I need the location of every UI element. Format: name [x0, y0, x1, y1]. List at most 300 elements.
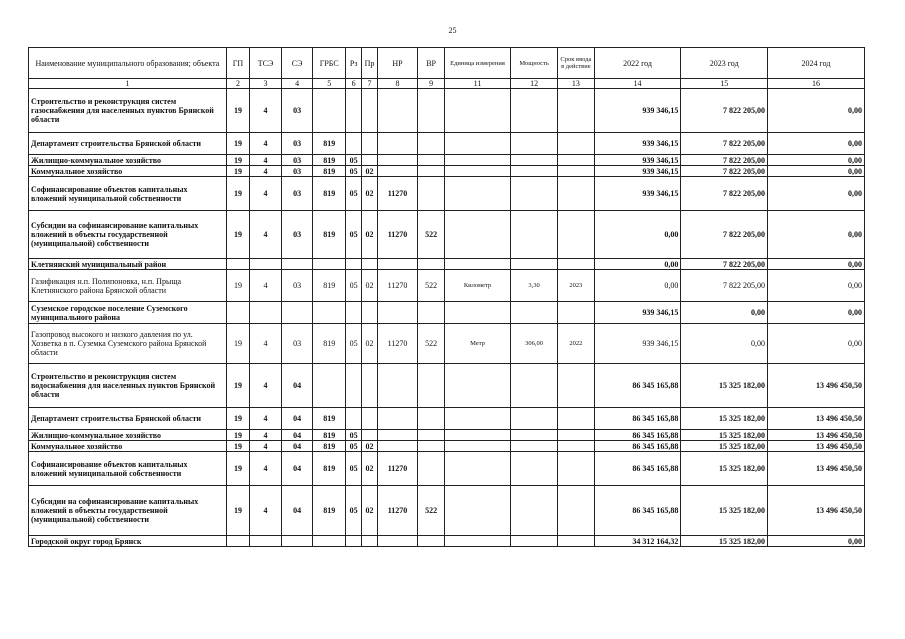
table-cell: 19 — [226, 452, 249, 486]
table-cell: 819 — [313, 324, 346, 364]
table-cell — [558, 177, 595, 211]
table-cell: 05 — [346, 486, 362, 536]
table-cell: 819 — [313, 211, 346, 259]
table-cell: 03 — [281, 177, 313, 211]
column-number-row — [29, 79, 865, 89]
table-cell: 34 312 164,32 — [594, 536, 681, 547]
table-cell: 19 — [226, 324, 249, 364]
table-cell: 19 — [226, 408, 249, 430]
table-cell — [346, 259, 362, 270]
table-cell: 0,00 — [681, 324, 768, 364]
table-cell — [511, 259, 558, 270]
header-row — [29, 48, 865, 79]
column-number: 3 — [250, 79, 282, 89]
table-row — [29, 430, 865, 441]
table-cell: 11270 — [377, 270, 418, 302]
table-cell: 0,00 — [768, 536, 865, 547]
table-cell: 04 — [281, 364, 313, 408]
column-number: 9 — [418, 79, 445, 89]
table-cell: 522 — [418, 324, 445, 364]
table-row — [29, 364, 865, 408]
table-cell — [281, 302, 313, 324]
table-cell: 02 — [362, 324, 377, 364]
table-cell: 15 325 182,00 — [681, 536, 768, 547]
table-cell — [511, 430, 558, 441]
table-cell: 2023 — [558, 270, 595, 302]
table-cell: 4 — [250, 441, 282, 452]
table-cell — [418, 302, 445, 324]
row-name-cell: Клетнянский муниципальный район — [29, 259, 227, 270]
table-cell: 939 346,15 — [594, 133, 681, 155]
table-cell: 02 — [362, 211, 377, 259]
table-cell: 4 — [250, 486, 282, 536]
table-cell — [418, 259, 445, 270]
table-cell: 0,00 — [768, 89, 865, 133]
table-cell: 19 — [226, 177, 249, 211]
column-header: ТСЭ — [250, 48, 282, 79]
table-row — [29, 89, 865, 133]
table-cell: 11270 — [377, 177, 418, 211]
table-cell — [377, 89, 418, 133]
table-cell: 86 345 165,88 — [594, 408, 681, 430]
table-cell: 0,00 — [768, 302, 865, 324]
table-cell: 19 — [226, 364, 249, 408]
table-row — [29, 211, 865, 259]
table-cell: 0,00 — [768, 155, 865, 166]
table-cell: 19 — [226, 89, 249, 133]
table-cell — [418, 430, 445, 441]
column-number: 14 — [594, 79, 681, 89]
row-name-cell: Коммунальное хозяйство — [29, 441, 227, 452]
table-cell — [250, 536, 282, 547]
table-cell: 13 496 450,50 — [768, 408, 865, 430]
table-cell: 13 496 450,50 — [768, 430, 865, 441]
table-cell — [558, 408, 595, 430]
column-header: СЭ — [281, 48, 313, 79]
table-cell — [511, 89, 558, 133]
table-cell — [346, 89, 362, 133]
table-cell: 03 — [281, 166, 313, 177]
table-cell: 04 — [281, 452, 313, 486]
table-cell: 7 822 205,00 — [681, 133, 768, 155]
table-cell: 819 — [313, 166, 346, 177]
table-cell: 13 496 450,50 — [768, 441, 865, 452]
table-cell — [511, 211, 558, 259]
table-row — [29, 324, 865, 364]
table-cell — [444, 177, 510, 211]
table-cell: 4 — [250, 166, 282, 177]
table-cell: 05 — [346, 166, 362, 177]
table-cell: 522 — [418, 270, 445, 302]
table-cell: 819 — [313, 430, 346, 441]
table-cell: 7 822 205,00 — [681, 259, 768, 270]
table-cell — [377, 259, 418, 270]
table-cell — [313, 302, 346, 324]
table-cell: 0,00 — [768, 133, 865, 155]
table-cell — [418, 364, 445, 408]
table-cell — [418, 536, 445, 547]
table-cell: 0,00 — [768, 259, 865, 270]
table-cell — [558, 441, 595, 452]
table-cell — [444, 486, 510, 536]
table-cell: 7 822 205,00 — [681, 166, 768, 177]
table-cell: 86 345 165,88 — [594, 364, 681, 408]
column-number: 12 — [511, 79, 558, 89]
table-cell: 15 325 182,00 — [681, 430, 768, 441]
table-cell — [444, 155, 510, 166]
table-cell — [511, 302, 558, 324]
column-header: 2024 год — [768, 48, 865, 79]
table-cell: 86 345 165,88 — [594, 452, 681, 486]
column-number: 7 — [362, 79, 377, 89]
table-cell: 02 — [362, 166, 377, 177]
table-cell — [558, 430, 595, 441]
table-cell — [226, 259, 249, 270]
table-cell — [418, 89, 445, 133]
table-cell — [377, 364, 418, 408]
table-cell — [511, 155, 558, 166]
column-header: ГП — [226, 48, 249, 79]
table-cell: 4 — [250, 452, 282, 486]
column-number: 13 — [558, 79, 595, 89]
table-row — [29, 177, 865, 211]
table-cell — [444, 211, 510, 259]
table-cell — [444, 536, 510, 547]
table-cell: 4 — [250, 211, 282, 259]
table-cell — [418, 133, 445, 155]
table-cell — [281, 259, 313, 270]
table-cell: 7 822 205,00 — [681, 89, 768, 133]
table-cell: 05 — [346, 155, 362, 166]
table-cell: 819 — [313, 270, 346, 302]
table-cell: 15 325 182,00 — [681, 452, 768, 486]
table-cell: 4 — [250, 430, 282, 441]
column-header: ГРБС — [313, 48, 346, 79]
column-number: 4 — [281, 79, 313, 89]
table-cell — [444, 259, 510, 270]
table-cell: 13 496 450,50 — [768, 364, 865, 408]
table-cell: 939 346,15 — [594, 177, 681, 211]
table-cell — [346, 536, 362, 547]
table-cell — [346, 408, 362, 430]
table-cell — [511, 364, 558, 408]
table-cell: 11270 — [377, 486, 418, 536]
table-cell: 819 — [313, 155, 346, 166]
table-cell — [558, 452, 595, 486]
table-cell — [511, 133, 558, 155]
table-cell: 0,00 — [594, 211, 681, 259]
row-name-cell: Городской округ город Брянск — [29, 536, 227, 547]
table-cell: 819 — [313, 177, 346, 211]
table-cell — [226, 302, 249, 324]
table-cell: 819 — [313, 133, 346, 155]
table-cell: 05 — [346, 177, 362, 211]
table-cell: 03 — [281, 155, 313, 166]
table-cell: 4 — [250, 364, 282, 408]
table-cell — [558, 486, 595, 536]
table-cell: 03 — [281, 324, 313, 364]
table-row — [29, 302, 865, 324]
table-cell: 02 — [362, 177, 377, 211]
column-header: Единица измерения — [444, 48, 510, 79]
page-number: 25 — [448, 26, 457, 35]
table-cell: 819 — [313, 408, 346, 430]
table-cell — [377, 408, 418, 430]
table-row — [29, 536, 865, 547]
table-cell: 939 346,15 — [594, 166, 681, 177]
table-cell: 3,30 — [511, 270, 558, 302]
row-name-cell: Суземское городское поселение Суземского муниципального района — [29, 302, 227, 324]
column-header: Рз — [346, 48, 362, 79]
table-cell: 0,00 — [768, 270, 865, 302]
table-cell: 04 — [281, 408, 313, 430]
table-cell — [377, 536, 418, 547]
table-cell: 939 346,15 — [594, 324, 681, 364]
table-cell — [377, 441, 418, 452]
budget-table — [28, 47, 865, 547]
table-cell: 0,00 — [768, 324, 865, 364]
row-name-cell: Строительство и реконструкция систем водоснабжения для населенных пунктов Брянской области — [29, 364, 227, 408]
table-cell: 05 — [346, 430, 362, 441]
table-cell: 819 — [313, 486, 346, 536]
table-cell: 11270 — [377, 324, 418, 364]
column-number: 11 — [444, 79, 510, 89]
table-cell: 7 822 205,00 — [681, 270, 768, 302]
table-cell: 19 — [226, 486, 249, 536]
table-cell — [558, 536, 595, 547]
table-cell: 0,00 — [768, 166, 865, 177]
table-cell: 11270 — [377, 211, 418, 259]
table-cell: 15 325 182,00 — [681, 408, 768, 430]
row-name-cell: Жилищно-коммунальное хозяйство — [29, 155, 227, 166]
table-cell: 0,00 — [681, 302, 768, 324]
table-cell — [313, 89, 346, 133]
table-cell: 05 — [346, 324, 362, 364]
table-cell: 15 325 182,00 — [681, 486, 768, 536]
table-cell — [362, 259, 377, 270]
table-cell: 4 — [250, 408, 282, 430]
table-cell: 2022 — [558, 324, 595, 364]
table-body — [29, 89, 865, 547]
table-cell — [558, 259, 595, 270]
table-cell: 819 — [313, 441, 346, 452]
row-name-cell: Субсидии на софинансирование капитальных вложений в объекты государственной (муниципальной) собственности — [29, 486, 227, 536]
table-cell — [444, 302, 510, 324]
column-header: ВР — [418, 48, 445, 79]
table-cell — [362, 133, 377, 155]
table-cell — [558, 364, 595, 408]
table-cell — [444, 89, 510, 133]
table-cell — [418, 155, 445, 166]
table-cell: 15 325 182,00 — [681, 441, 768, 452]
table-cell — [511, 452, 558, 486]
table-row — [29, 155, 865, 166]
table-cell: Метр — [444, 324, 510, 364]
table-row — [29, 270, 865, 302]
table-row — [29, 259, 865, 270]
column-number: 15 — [681, 79, 768, 89]
table-cell — [250, 302, 282, 324]
table-cell: 02 — [362, 486, 377, 536]
table-cell: 02 — [362, 270, 377, 302]
table-cell — [511, 536, 558, 547]
table-cell: 04 — [281, 430, 313, 441]
column-number: 1 — [29, 79, 227, 89]
table-cell: 19 — [226, 133, 249, 155]
table-cell: 0,00 — [594, 259, 681, 270]
table-cell: 7 822 205,00 — [681, 155, 768, 166]
table-cell — [250, 259, 282, 270]
table-cell — [313, 259, 346, 270]
table-cell — [418, 166, 445, 177]
table-cell — [313, 536, 346, 547]
table-cell: 03 — [281, 270, 313, 302]
table-cell: 19 — [226, 155, 249, 166]
table-cell: 02 — [362, 452, 377, 486]
row-name-cell: Жилищно-коммунальное хозяйство — [29, 430, 227, 441]
table-cell — [377, 166, 418, 177]
table-cell: 4 — [250, 324, 282, 364]
column-number: 2 — [226, 79, 249, 89]
column-header: 2023 год — [681, 48, 768, 79]
table-cell — [558, 211, 595, 259]
table-cell: 13 496 450,50 — [768, 452, 865, 486]
table-row — [29, 452, 865, 486]
table-cell — [444, 452, 510, 486]
table-cell: 05 — [346, 441, 362, 452]
table-cell: 522 — [418, 211, 445, 259]
column-header: Срок ввода в действие — [558, 48, 595, 79]
table-cell: 7 822 205,00 — [681, 211, 768, 259]
column-header: Пр — [362, 48, 377, 79]
table-cell: 19 — [226, 270, 249, 302]
column-number: 8 — [377, 79, 418, 89]
column-number: 16 — [768, 79, 865, 89]
table-cell — [226, 536, 249, 547]
table-cell — [377, 302, 418, 324]
table-cell — [362, 302, 377, 324]
table-cell: 86 345 165,88 — [594, 430, 681, 441]
table-cell — [362, 430, 377, 441]
column-header: Мощность — [511, 48, 558, 79]
table-cell — [362, 364, 377, 408]
table-cell: 19 — [226, 441, 249, 452]
table-cell: Километр — [444, 270, 510, 302]
table-row — [29, 133, 865, 155]
column-header: 2022 год — [594, 48, 681, 79]
table-cell — [418, 177, 445, 211]
table-cell: 86 345 165,88 — [594, 441, 681, 452]
table-cell: 819 — [313, 452, 346, 486]
table-cell — [418, 452, 445, 486]
table-cell: 522 — [418, 486, 445, 536]
table-cell: 19 — [226, 430, 249, 441]
table-cell — [444, 166, 510, 177]
table-cell: 15 325 182,00 — [681, 364, 768, 408]
row-name-cell: Софинансирование объектов капитальных вложений муниципальной собственности — [29, 177, 227, 211]
table-row — [29, 166, 865, 177]
table-cell: 19 — [226, 211, 249, 259]
table-cell: 306,00 — [511, 324, 558, 364]
table-cell — [346, 133, 362, 155]
table-cell — [281, 536, 313, 547]
table-cell — [511, 166, 558, 177]
table-cell: 4 — [250, 133, 282, 155]
table-cell: 7 822 205,00 — [681, 177, 768, 211]
table-cell: 04 — [281, 486, 313, 536]
table-cell: 4 — [250, 155, 282, 166]
table-cell: 05 — [346, 211, 362, 259]
table-cell — [362, 536, 377, 547]
column-number: 5 — [313, 79, 346, 89]
table-cell: 0,00 — [768, 177, 865, 211]
table-cell — [444, 430, 510, 441]
table-cell — [558, 89, 595, 133]
table-cell: 939 346,15 — [594, 155, 681, 166]
table-cell — [362, 408, 377, 430]
table-cell: 02 — [362, 441, 377, 452]
table-cell — [444, 441, 510, 452]
table-cell — [377, 155, 418, 166]
column-header: НР — [377, 48, 418, 79]
table-cell — [313, 364, 346, 408]
table-cell: 03 — [281, 211, 313, 259]
table-cell: 4 — [250, 270, 282, 302]
row-name-cell: Строительство и реконструкция систем газоснабжения для населенных пунктов Брянской области — [29, 89, 227, 133]
table-cell: 05 — [346, 270, 362, 302]
table-cell — [511, 177, 558, 211]
column-header: Наименование муниципального образования; объекта — [29, 48, 227, 79]
table-cell: 4 — [250, 89, 282, 133]
table-cell — [362, 89, 377, 133]
table-row — [29, 486, 865, 536]
table-cell — [558, 133, 595, 155]
table-cell — [511, 486, 558, 536]
table-cell — [377, 133, 418, 155]
table-cell — [558, 302, 595, 324]
table-cell — [362, 155, 377, 166]
table-row — [29, 408, 865, 430]
table-cell — [558, 155, 595, 166]
table-row — [29, 441, 865, 452]
table-cell — [418, 408, 445, 430]
table-cell — [346, 302, 362, 324]
table-cell: 03 — [281, 133, 313, 155]
table-cell: 939 346,15 — [594, 89, 681, 133]
table-cell — [511, 408, 558, 430]
table-cell — [558, 166, 595, 177]
row-name-cell: Департамент строительства Брянской области — [29, 408, 227, 430]
row-name-cell: Софинансирование объектов капитальных вложений муниципальной собственности — [29, 452, 227, 486]
table-cell: 19 — [226, 166, 249, 177]
table-cell: 4 — [250, 177, 282, 211]
table-cell: 939 346,15 — [594, 302, 681, 324]
table-cell — [444, 364, 510, 408]
column-number: 6 — [346, 79, 362, 89]
row-name-cell: Газопровод высокого и низкого давления по ул. Хозветка в п. Суземка Суземского района Брянской области — [29, 324, 227, 364]
table-cell — [511, 441, 558, 452]
table-cell: 0,00 — [594, 270, 681, 302]
row-name-cell: Департамент строительства Брянской области — [29, 133, 227, 155]
table-cell: 03 — [281, 89, 313, 133]
table-cell — [444, 408, 510, 430]
table-cell: 0,00 — [768, 211, 865, 259]
table-cell: 11270 — [377, 452, 418, 486]
table-cell — [444, 133, 510, 155]
table-cell: 86 345 165,88 — [594, 486, 681, 536]
table-cell — [418, 441, 445, 452]
row-name-cell: Субсидии на софинансирование капитальных вложений в объекты государственной (муниципальной) собственности — [29, 211, 227, 259]
